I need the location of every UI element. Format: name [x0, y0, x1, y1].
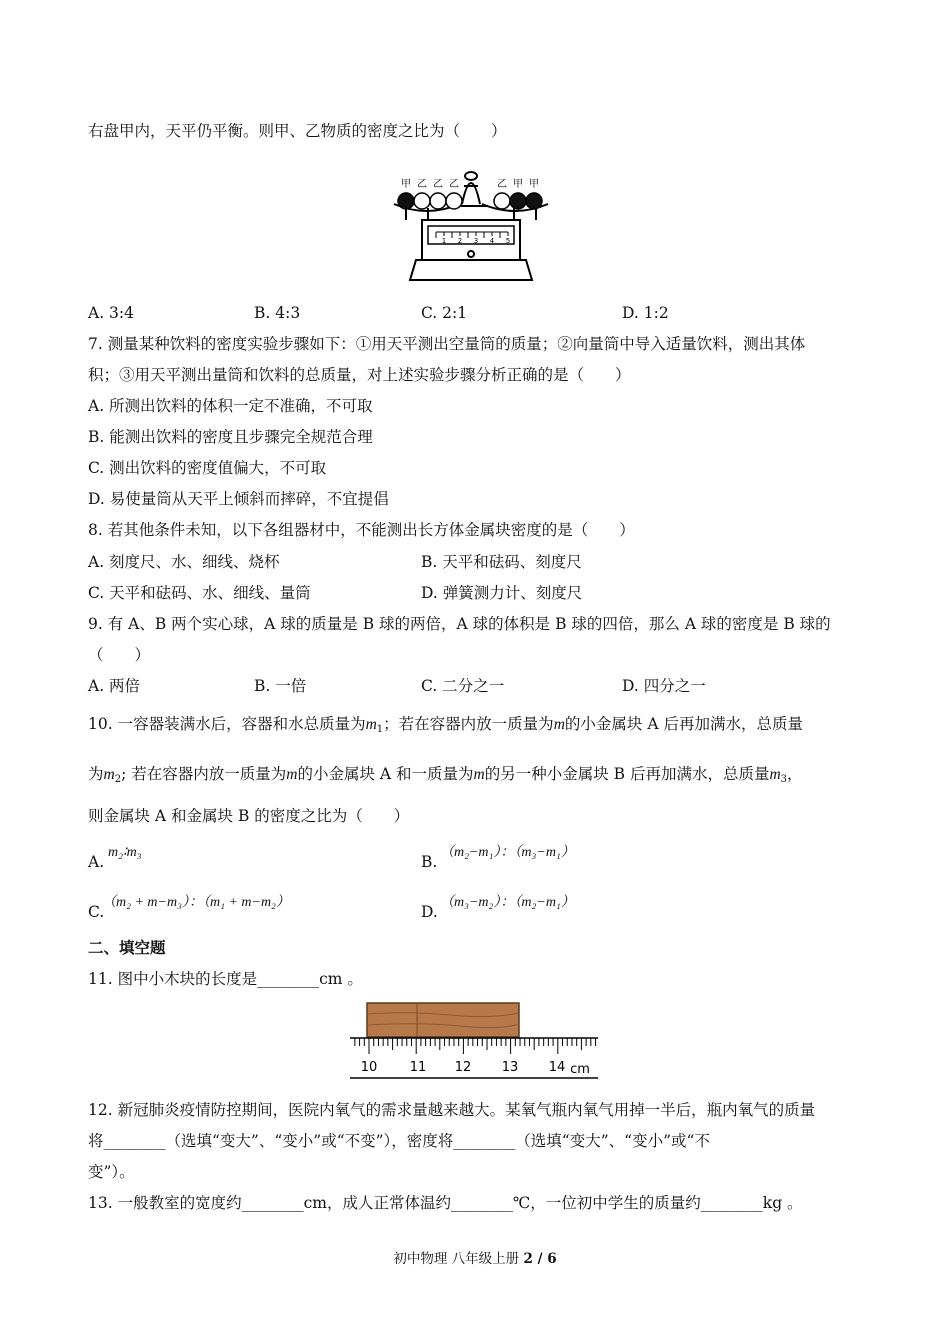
q8-option-b: B. 天平和砝码、刻度尺: [421, 553, 582, 571]
q6-option-a: A. 3:4: [88, 304, 134, 322]
scale-number: 3: [473, 237, 479, 245]
ruler-number: 11: [409, 1060, 427, 1075]
q7-option-a: A. 所测出饮料的体积一定不准确，不可取: [88, 397, 373, 415]
ball-yi: [430, 193, 446, 209]
ball-jia-left: [398, 193, 414, 209]
q7-line2: 积；③用天平测出量筒和饮料的总质量，对上述实验步骤分析正确的是（ ）: [88, 366, 631, 384]
scale-number: 1: [441, 237, 447, 245]
q9-option-c: C. 二分之一: [421, 677, 505, 695]
footer-text: 初中物理 八年级上册: [393, 1251, 524, 1267]
q11-stem: 11. 图中小木块的长度是________cm 。: [88, 970, 363, 988]
q9-option-a: A. 两倍: [88, 677, 141, 695]
scale-number: 5: [505, 237, 511, 245]
ball-jia: [526, 193, 542, 209]
q9-option-d: D. 四分之一: [622, 677, 706, 695]
q6-option-d: D. 1:2: [622, 304, 669, 322]
q9-option-b: B. 一倍: [254, 677, 307, 695]
q10-option-b: （m₂−m₁）：（m₃−m₁）: [440, 845, 575, 860]
ruler-number: 12: [454, 1060, 472, 1075]
ball-yi: [414, 193, 430, 209]
q8-option-c: C. 天平和砝码、水、细线、量筒: [88, 584, 311, 602]
q7-option-b: B. 能测出饮料的密度且步骤完全规范合理: [88, 428, 373, 446]
scale-number: 2: [457, 237, 463, 245]
q12-line2: 将________（选填“变大”、“变小”或“不变”），密度将________（选填“变大”、“变小”或“不: [88, 1132, 710, 1150]
q10-option-a-label: A.: [88, 853, 105, 871]
wood-block: [367, 1003, 519, 1037]
ruler-number: 10: [360, 1060, 378, 1075]
q12-line1: 12. 新冠肺炎疫情防控期间，医院内氧气的需求量越来越大。某氧气瓶内氧气用掉一半后，瓶内氧气的质量: [88, 1101, 816, 1119]
balance-label: 乙: [433, 179, 443, 190]
q8-stem: 8. 若其他条件未知，以下各组器材中，不能测出长方体金属块密度的是（ ）: [88, 521, 635, 539]
q9-line2: （ ）: [88, 646, 151, 664]
q10-option-d: （m₃−m₂）：（m₂−m₁）: [440, 895, 575, 910]
q7-option-c: C. 测出饮料的密度值偏大，不可取: [88, 459, 327, 477]
q10-option-a: m₂∶m₃: [108, 845, 142, 860]
ball-yi: [494, 193, 510, 209]
q10-option-c-label: C.: [88, 903, 105, 921]
q12-line3: 变”）。: [88, 1163, 135, 1181]
q8-option-d: D. 弹簧测力计、刻度尺: [421, 584, 583, 602]
balance-label: 甲: [401, 179, 411, 190]
q8-option-a: A. 刻度尺、水、细线、烧杯: [88, 553, 280, 571]
ball-yi: [446, 193, 462, 209]
q9-line1: 9. 有 A、B 两个实心球，A 球的质量是 B 球的两倍，A 球的体积是 B 球的四倍，那么 A 球的密度是 B 球的: [88, 615, 831, 633]
q7-line1: 7. 测量某种饮料的密度实验步骤如下：①用天平测出空量筒的质量；②向量筒中导入适量饮料，测出其体: [88, 335, 806, 353]
section-heading: 二、填空题: [88, 939, 166, 957]
q10-option-d-label: D.: [421, 903, 438, 921]
page-footer: [0, 1247, 950, 1267]
q10-option-b-label: B.: [421, 853, 438, 871]
balance-label: 甲: [529, 179, 539, 190]
balance-label: 乙: [449, 179, 459, 190]
q6-option-b: B. 4:3: [254, 304, 301, 322]
ruler-number: 13: [501, 1060, 519, 1075]
balance-figure: [392, 168, 550, 286]
balance-label: 甲: [513, 179, 523, 190]
scale-number: 4: [489, 237, 495, 245]
ruler-number: 14: [548, 1060, 566, 1075]
q6-stem-tail: 右盘甲内，天平仍平衡。则甲、乙物质的密度之比为（ ）: [88, 122, 507, 140]
q10-line1: 10. 一容器装满水后，容器和水总质量为$m_1$；若在容器内放一质量为m的小金属块 A 后再加满水，总质量: [88, 715, 803, 735]
q7-option-d: D. 易使量筒从天平上倾斜而摔碎，不宜提倡: [88, 490, 389, 508]
ball-jia: [510, 193, 526, 209]
q6-option-c: C. 2:1: [421, 304, 468, 322]
balance-label: 乙: [497, 179, 507, 190]
q10-line3: 则金属块 A 和金属块 B 的密度之比为（ ）: [88, 807, 410, 825]
ruler-unit: cm: [570, 1062, 590, 1077]
ruler-figure: [350, 1002, 600, 1080]
page-number: 2 / 6: [523, 1251, 557, 1267]
balance-label: 乙: [417, 179, 427, 190]
q13-stem: 13. 一般教室的宽度约________cm，成人正常体温约________℃，一位初中学生的质量约________kg 。: [88, 1194, 803, 1212]
q10-option-c: （m₂ + m−m₃）：（m₁ + m−m₂）: [102, 895, 290, 910]
q10-line2: 为$m_2$; 若在容器内放一质量为m的小金属块 A 和一质量为m的另一种小金属块 B 后再加满水，总质量$m_3$，: [88, 765, 803, 785]
